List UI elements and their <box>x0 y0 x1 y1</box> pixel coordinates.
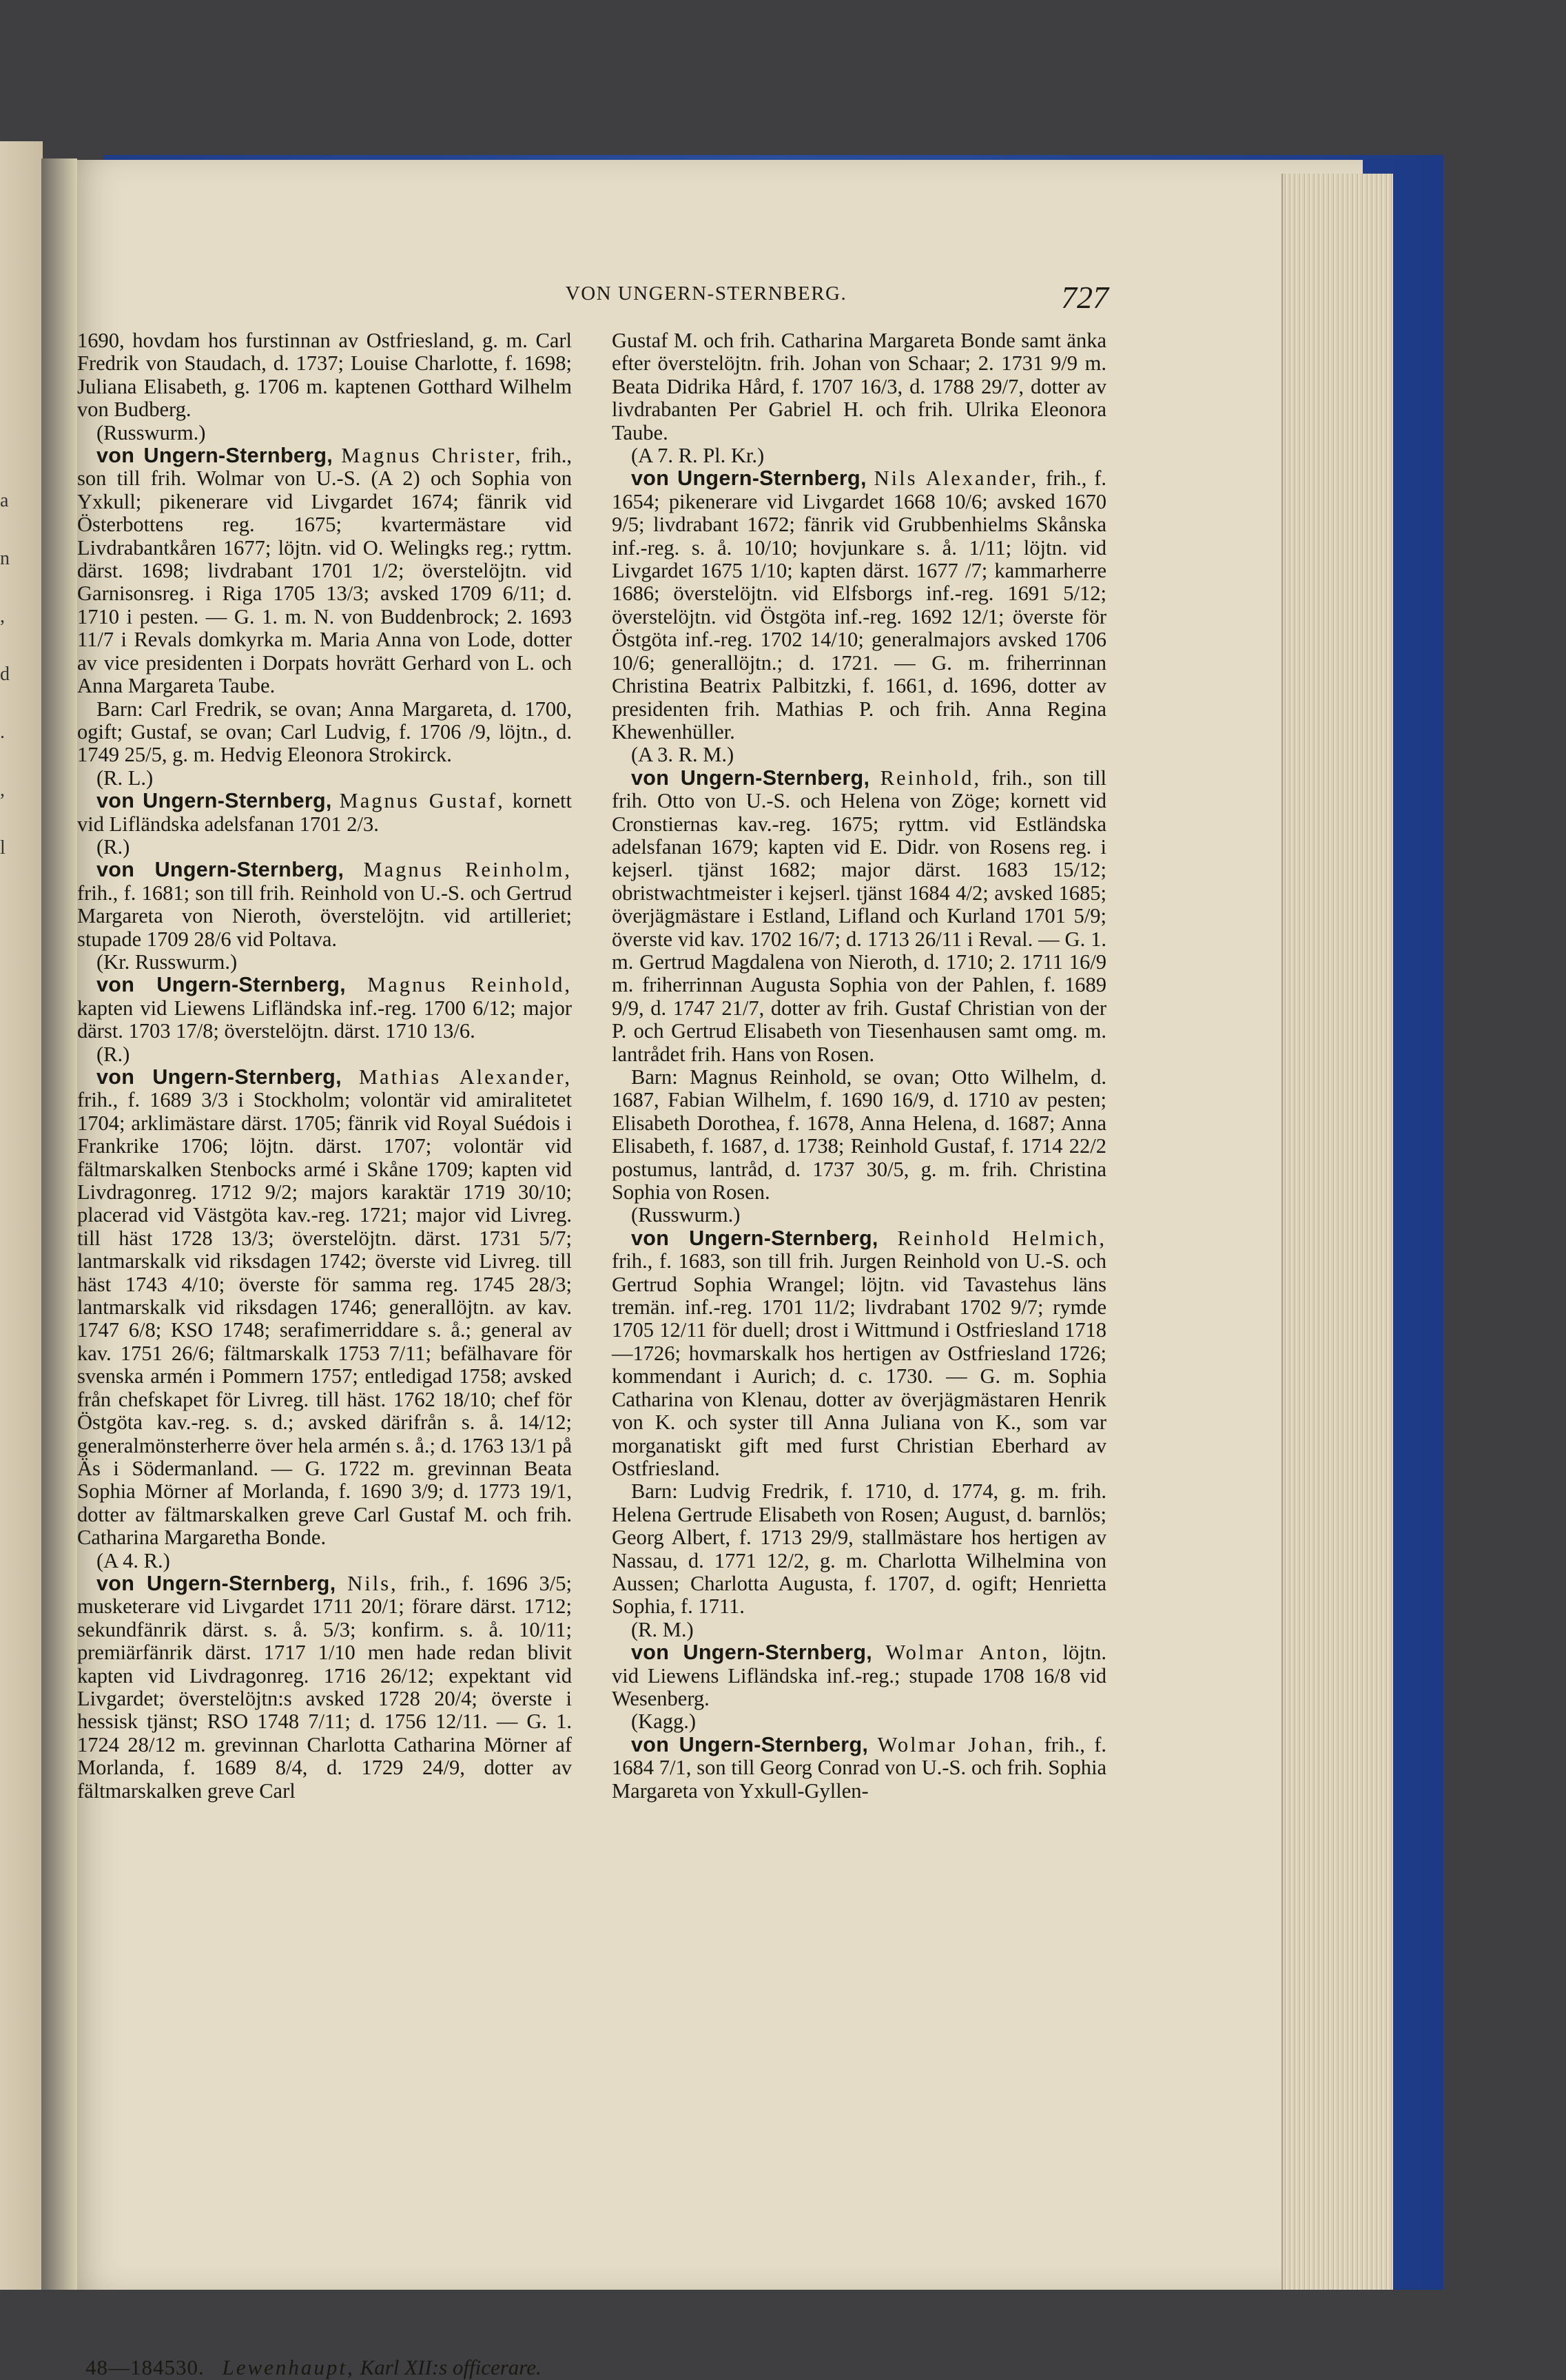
source-reference: (Russwurm.) <box>96 420 206 444</box>
entry-surname: von Ungern-Sternberg, <box>631 766 870 790</box>
entry-text: frih., f. 1689 3/3 i Stockholm; volontär vid amiralitetet 1704; arklimästare därst. 1705; fänrik vid Royal Suédois i Frankrike 1706; löjtn. därst. 1707; volontär vid fältmarskalken Stenbocks armé i Skåne 1709; kapten vid Livdragonreg. 1712 9/2; majors karaktär 1719 30/10; placerad vid Västgöta kav.-reg. 1721; major vid Livreg. till häst 1728 13/3; överstelöjtn. därst. 1731 5/7; lantmarskalk vid riksdagen 1742; överste vid Livreg. till häst 1743 4/10; överste för samma reg. 1745 28/3; lantmarskalk vid riksdagen 1746; generallöjtn. av kav. 1747 6/8; KSO 1748; serafimerriddare s. å.; general av kav. 1751 26/6; fältmarskalk 1753 7/11; befälhavare för svenska armén i Pommern 1757; entledigad 1758; avsked från chefskapet för Livreg. till häst. 1762 18/10; chef för Östgöta kav.-reg. s. d.; avsked därifrån s. å. 14/12; generalmönsterherre över hela armén s. å.; d. 1763 13/1 på Äs i Södermanland. — G. 1722 m. grevinnan Beata Sophia Mörner af Morlanda, f. 1690 3/9; d. 1773 19/1, dotter av fältmarskalken greve Carl Gustaf M. och frih. Catharina Margaretha Bonde. <box>77 1088 572 1550</box>
book-work: Karl XII:s officerare. <box>360 2355 542 2379</box>
entry-text: frih., f. 1681; son till frih. Reinhold von U.-S. och Gertrud Margareta von Nieroth, överstelöjtn. vid artilleriet; stupade 1709 28/6 vid Poltava. <box>77 881 572 951</box>
entry-given-names: Nils, <box>347 1571 398 1595</box>
entry-text: kapten vid Liewens Lifländska inf.-reg. 1700 6/12; major därst. 1703 17/8; överstelöjtn. därst. 1710 13/6. <box>77 996 572 1043</box>
entry-text: frih., f. 1654; pikenerare vid Livgardet 1668 10/6; avsked 1670 9/5; livdrabant 1672; fänrik vid Grubbenhielms Skånska inf.-reg. s. å. 10/10; hovjunkare s. å. 1/11; löjtn. vid Livgardet 1675 1/10; kapten därst. 1677 /7; kammarherre 1686; överstelöjtn. vid Elfsborgs inf.-reg. 1691 5/12; överstelöjtn. vid Östgöta inf.-reg. 1692 12/1; överste för Östgöta inf.-reg. 1702 14/10; generalmajors avsked 1706 10/6; generallöjtn.; d. 1721. — G. m. friherrinnan Christina Beatrix Palbitzki, f. 1661, d. 1696, dotter av presidenten frih. Mathias P. och frih. Anna Regina Khewenhüller. <box>612 466 1107 743</box>
entry-surname: von Ungern-Sternberg, <box>96 973 346 997</box>
entry-surname: von Ungern-Sternberg, <box>96 789 332 813</box>
officer-entry <box>77 859 572 951</box>
source-reference: (A 7. R. Pl. Kr.) <box>631 444 765 468</box>
paragraph: Barn: Carl Fredrik, se ovan; Anna Margareta, d. 1700, ogift; Gustaf, se ovan; Carl Ludvig, f. 1706 /9, löjtn., d. 1749 25/5, g. m. Hedvig Eleonora Strokirck. <box>77 697 572 767</box>
entry-surname: von Ungern-Sternberg, <box>96 1065 342 1089</box>
paragraph: Barn: Magnus Reinhold, se ovan; Otto Wilhelm, d. 1687, Fabian Wilhelm, f. 1690 16/9, d. 1710 av pesten; Elisabeth Dorothea, f. 1678, Anna Helena, d. 1687; Anna Elisabeth, f. 1687, d. 1738; Reinhold Gustaf, f. 1714 22/2 postumus, lantråd, d. 1737 30/5, g. m. frih. Christina Sophia von Rosen. <box>612 1065 1106 1204</box>
entry-text: frih., f. 1696 3/5; musketerare vid Livgardet 1711 20/1; förare därst. 1712; sekundfänrik därst. s. å. 5/3; konfirm. s. å. 10/11; premiärfänrik därst. 1717 1/10 men hade redan blivit kapten vid Livdragonreg. 1716 26/12; expektant vid Livgardet; överstelöjtn:s avsked 1728 20/4; överste i hessisk tjänst; RSO 1748 7/11; d. 1756 12/11. — G. 1. 1724 28/12 m. grevinnan Charlotta Catharina Mörner af Morlanda, f. 1689 8/4, d. 1729 24/9, dotter av fältmarskalken greve Carl <box>77 1571 573 1803</box>
source-reference: (R. M.) <box>631 1617 694 1641</box>
source-reference: (R.) <box>96 1042 130 1066</box>
printer-signature: 48—184530. <box>85 2355 205 2379</box>
entry-text: frih., f. 1684 7/1, son till Georg Conrad von U.-S. och frih. Sophia Margareta von Yxkull-Gyllen- <box>612 1732 1107 1803</box>
entry-text: frih., son till frih. Otto von U.-S. och Helena von Zöge; kornett vid Cronstiernas kav.-reg. 1675; ryttm. vid Estländska adelsfanan 1679; kapten vid E. Didr. von Rosens reg. i kejserl. tjänst 1682; major därst. 1683 15/12; obristwachtmeister i kejserl. tjänst 1684 4/2; avsked 1685; överjägmästare i Estland, Lifland och Kurland 1701 5/9; överste vid kav. 1702 16/7; d. 1713 26/11 i Reval. — G. 1. m. Gertrud Magdalena von Nieroth, d. 1710; 2. 1711 16/9 m. friherrinnan Augusta Sophia von der Pahlen, f. 1689 9/9, d. 1747 21/7, dotter av frih. Gustaf Christian von der P. och Gertrud Elisabeth von Tiesenhausen samt omg. m. lantrådet frih. Hans von Rosen. <box>612 766 1107 1066</box>
entry-given-names: Nils Alexander, <box>874 466 1039 491</box>
entry-surname: von Ungern-Sternberg, <box>96 858 344 882</box>
entry-text: löjtn. vid Liewens Lifländska inf.-reg.; stupade 1708 16/8 vid Wesenberg. <box>612 1641 1107 1710</box>
officer-entry <box>77 974 572 1043</box>
page-block-edges <box>1281 174 1393 2290</box>
left-page-text-fragment: a n , d . , l <box>0 490 10 858</box>
left-page-edge <box>0 141 43 2290</box>
source-reference: (R.) <box>96 834 130 859</box>
right-text-column <box>612 329 1106 1803</box>
entry-surname: von Ungern-Sternberg, <box>631 466 867 491</box>
officer-entry <box>612 467 1106 743</box>
officer-entry <box>612 1227 1106 1480</box>
source-reference: (Kagg.) <box>631 1710 697 1734</box>
officer-entry <box>77 790 572 836</box>
entry-given-names: Magnus Reinhold, <box>367 973 573 997</box>
running-head: VON UNGERN-STERNBERG. <box>565 283 847 305</box>
entry-surname: von Ungern-Sternberg, <box>631 1641 873 1665</box>
officer-entry <box>612 1641 1106 1710</box>
source-reference: (A 3. R. M.) <box>631 743 734 767</box>
source-reference: (Russwurm.) <box>631 1203 741 1227</box>
entry-given-names: Wolmar Johan, <box>877 1732 1036 1756</box>
entry-text: kornett vid Lifländska adelsfanan 1701 2/3. <box>77 789 572 836</box>
entry-given-names: Reinhold, <box>880 766 982 790</box>
paragraph: 1690, hovdam hos furstinnan av Ostfriesland, g. m. Carl Fredrik von Staudach, d. 1737; Louise Charlotte, f. 1698; Juliana Elisabeth, g. 1706 m. kaptenen Gotthard Wilhelm von Budberg. <box>77 329 572 422</box>
entry-surname: von Ungern-Sternberg, <box>96 1571 336 1595</box>
entry-given-names: Mathias Alexander, <box>358 1065 572 1089</box>
page-number: 727 <box>1061 280 1109 315</box>
entry-surname: von Ungern-Sternberg, <box>96 444 333 468</box>
entry-text: frih., f. 1683, son till frih. Jurgen Reinhold von U.-S. och Gertrud Sophia Wrangel; löjtn. vid Tavastehus läns tremän. inf.-reg. 1701 11/2; livdrabant 1702 9/7; rymde 1705 12/11 för duell; drost i Wittmund i Ostfriesland 1718—1726; hovmarskalk hos hertigen av Ostfriesland 1726; kommendant i Aurich; d. c. 1730. — G. m. Sophia Catharina von Klenau, dotter av överjägmästaren Henrik von K. och syster till Anna Juliana von K., som var morganatiskt gift med furst Christian Eberhard av Ostfriesland. <box>612 1249 1106 1480</box>
entry-given-names: Magnus Reinholm, <box>363 858 572 882</box>
source-reference: (Kr. Russwurm.) <box>96 950 238 974</box>
left-text-column <box>77 329 572 1803</box>
entry-given-names: Magnus Gustaf, <box>339 789 505 813</box>
book-reference <box>223 2355 542 2379</box>
entry-given-names: Magnus Christer, <box>341 444 523 468</box>
entry-surname: von Ungern-Sternberg, <box>631 1732 869 1756</box>
officer-entry <box>77 1572 572 1803</box>
page-footer <box>85 2355 609 2380</box>
entry-given-names: Reinhold Helmich, <box>897 1226 1107 1250</box>
entry-given-names: Wolmar Anton, <box>885 1641 1050 1665</box>
entry-surname: von Ungern-Sternberg, <box>631 1226 878 1250</box>
officer-entry <box>612 767 1106 1066</box>
entry-text: frih., son till frih. Wolmar von U.-S. (A 2) och Sophia von Yxkull; pikenerare vid Livgardet 1674; fänrik vid Österbottens reg. 1675; kvartermästare vid Livdrabantkåren 1677; löjtn. vid O. Welingks reg.; ryttm. därst. 1698; livdrabant 1701 1/2; överstelöjtn. vid Garnisonsreg. i Riga 1705 13/3; avsked 1709 6/11; d. 1710 i pesten. — G. 1. m. N. von Buddenbrock; 2. 1693 11/7 i Revals domkyrka m. Maria Anna von Lode, dotter av vice presidenten i Dorpats hovrätt Gerhard von L. och Anna Margareta Taube. <box>77 444 572 698</box>
source-reference: (R. L.) <box>96 766 154 790</box>
source-reference: (A 4. R.) <box>96 1548 170 1572</box>
officer-entry <box>77 444 572 697</box>
book-author: Lewenhaupt, <box>222 2355 355 2379</box>
paragraph: Gustaf M. och frih. Catharina Margareta Bonde samt änka efter överstelöjtn. frih. Johan von Schaar; 2. 1731 9/9 m. Beata Didrika Hård, f. 1707 16/3, d. 1788 29/7, dotter av livdrabanten Per Gabriel H. och frih. Ulrika Eleonora Taube. <box>612 329 1106 444</box>
officer-entry <box>612 1734 1106 1803</box>
paragraph: Barn: Ludvig Fredrik, f. 1710, d. 1774, g. m. frih. Helena Gertrude Elisabeth von Rosen; August, d. barnlös; Georg Albert, f. 1713 29/9, stallmästare hos hertigen av Nassau, d. 1771 12/2, g. m. Charlotta Wilhelmina von Aussen; Charlotta Augusta, f. 1707, d. ogift; Henrietta Sophia, f. 1711. <box>612 1479 1106 1619</box>
page-gutter <box>41 158 77 2290</box>
officer-entry <box>77 1066 572 1550</box>
